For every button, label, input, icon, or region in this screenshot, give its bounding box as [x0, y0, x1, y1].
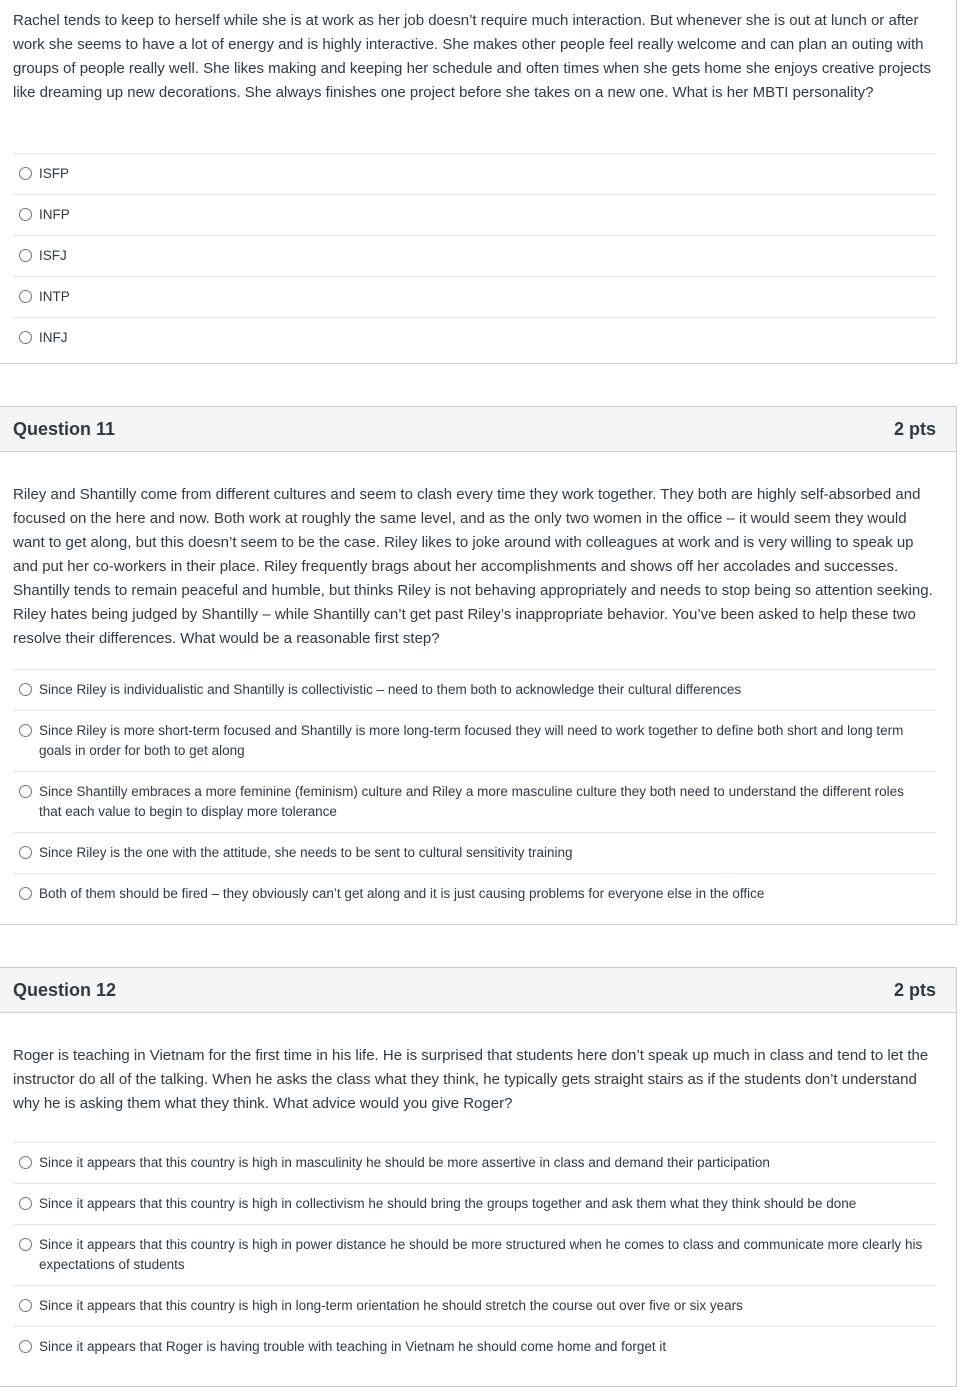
- question-10-panel: [0, 0, 957, 364]
- radio-button[interactable]: [19, 683, 32, 696]
- radio-button[interactable]: [19, 290, 32, 303]
- question-11-text: Riley and Shantilly come from different cultures and seem to clash every time they work together. They both are highly self-absorbed and focused on the here and now. Both work at roughly the same level, and as the only two women in the office – it would seem they would want to get along, but this doesn’t seem to be the case. Riley likes to joke around with colleagues at work and is very willing to speak up and put her co-workers in their place. Riley frequently brags about her accomplishments and shows off her accolades and successes. Shantilly tends to remain peaceful and humble, but thinks Riley is not behaving appropriately and needs to stop being so attention seeking. Riley hates being judged by Shantilly – while Shantilly can’t get past Riley’s inappropriate behavior. You’ve been asked to help these two resolve their differences. What would be a reasonable first step?: [13, 486, 933, 647]
- answer-label: Since Riley is more short-term focused and Shantilly is more long-term focused they will need to work together to define both short and long term goals in order for both to get along: [39, 723, 904, 758]
- answer-label: ISFP: [39, 166, 70, 181]
- radio-button[interactable]: [19, 1197, 32, 1210]
- question-12-header: [0, 968, 956, 1013]
- question-12-panel: [0, 967, 957, 1387]
- answer-option[interactable]: [13, 874, 936, 914]
- answer-option[interactable]: [13, 236, 936, 277]
- radio-button[interactable]: [19, 249, 32, 262]
- radio-button[interactable]: [19, 208, 32, 221]
- question-11-title: Question 11: [13, 418, 116, 439]
- question-12-title: Question 12: [13, 979, 117, 1000]
- question-11-points: 2 pts: [893, 418, 936, 439]
- question-12-points: 2 pts: [893, 979, 936, 1000]
- answer-option[interactable]: [13, 154, 936, 195]
- answer-option[interactable]: [13, 833, 936, 874]
- answer-option[interactable]: [13, 1286, 936, 1327]
- answer-option[interactable]: [13, 772, 936, 833]
- answer-option[interactable]: [13, 1184, 936, 1225]
- radio-button[interactable]: [19, 785, 32, 798]
- answer-label: Since Shantilly embraces a more feminine (feminism) culture and Riley a more masculine culture they both need to understand the different roles that each value to begin to display more tolerance: [39, 784, 904, 819]
- answer-option[interactable]: [13, 318, 936, 358]
- answer-label: Both of them should be fired – they obviously can’t get along and it is just causing problems for everyone else in the office: [39, 886, 765, 901]
- answer-label: INTP: [39, 289, 70, 304]
- answer-label: ISFJ: [39, 248, 67, 263]
- question-10-text: Rachel tends to keep to herself while she is at work as her job doesn’t require much interaction. But whenever she is out at lunch or after work she seems to have a lot of energy and is highly interactive. She makes other people feel really welcome and can plan an outing with groups of people really well. She likes making and keeping her schedule and often times when she gets home she enjoys creative projects like dreaming up new decorations. She always finishes one project before she takes on a new one. What is her MBTI personality?: [13, 12, 932, 101]
- radio-button[interactable]: [19, 1238, 32, 1251]
- question-11-panel: [0, 406, 957, 925]
- answer-label: Since it appears that this country is high in power distance he should be more structured when he comes to class and communicate more clearly his expectations of students: [39, 1237, 923, 1272]
- radio-button[interactable]: [19, 331, 32, 344]
- answer-option[interactable]: [13, 1143, 936, 1184]
- radio-button[interactable]: [19, 1299, 32, 1312]
- answer-option[interactable]: [13, 1327, 936, 1367]
- answer-option[interactable]: [13, 195, 936, 236]
- question-10-answers: [13, 153, 936, 358]
- question-11-header: [0, 407, 956, 452]
- answer-label: INFJ: [39, 330, 68, 345]
- answer-option[interactable]: [13, 711, 936, 772]
- answer-label: Since it appears that this country is high in masculinity he should be more assertive in class and demand their participation: [39, 1155, 770, 1170]
- question-12-answers: [13, 1142, 936, 1367]
- answer-option[interactable]: [13, 670, 936, 711]
- answer-option[interactable]: [13, 277, 936, 318]
- question-11-answers: [13, 669, 936, 914]
- radio-button[interactable]: [19, 167, 32, 180]
- question-12-text: Roger is teaching in Vietnam for the first time in his life. He is surprised that students here don’t speak up much in class and tend to let the instructor do all of the talking. When he asks the class what they think, he typically gets straight stairs as if the students don’t understand why he is asking them what they think. What advice would you give Roger?: [13, 1047, 929, 1112]
- answer-label: INFP: [39, 207, 70, 222]
- answer-label: Since Riley is the one with the attitude, she needs to be sent to cultural sensitivity training: [39, 845, 573, 860]
- radio-button[interactable]: [19, 846, 32, 859]
- answer-option[interactable]: [13, 1225, 936, 1286]
- radio-button[interactable]: [19, 1156, 32, 1169]
- radio-button[interactable]: [19, 724, 32, 737]
- answer-label: Since it appears that this country is high in collectivism he should bring the groups together and ask them what they think should be done: [39, 1196, 857, 1211]
- answer-label: Since Riley is individualistic and Shantilly is collectivistic – need to them both to acknowledge their cultural differences: [39, 682, 742, 697]
- radio-button[interactable]: [19, 1340, 32, 1353]
- answer-label: Since it appears that this country is high in long-term orientation he should stretch the course out over five or six years: [39, 1298, 743, 1313]
- radio-button[interactable]: [19, 887, 32, 900]
- answer-label: Since it appears that Roger is having trouble with teaching in Vietnam he should come home and forget it: [39, 1339, 667, 1354]
